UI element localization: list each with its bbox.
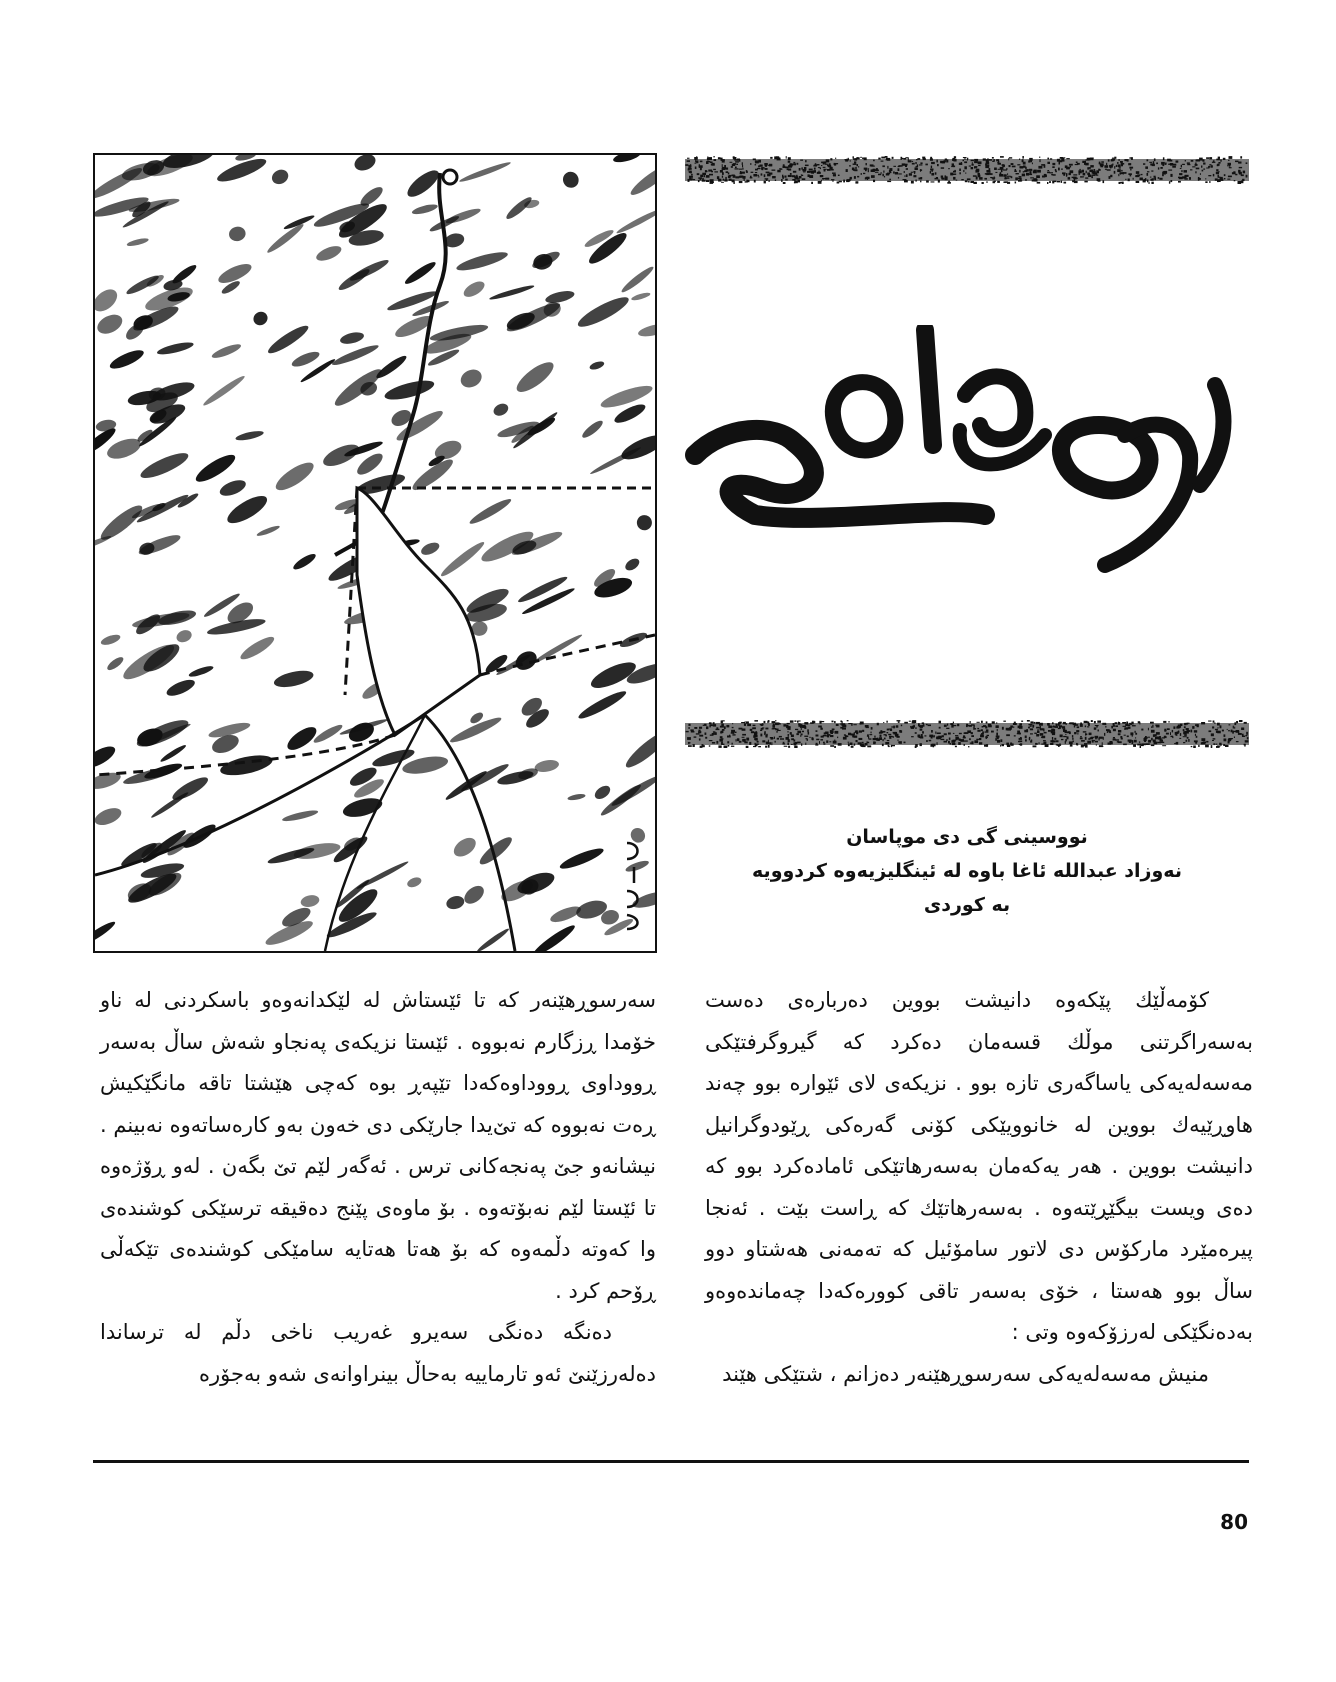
translator-line: نەوزاد عبداللە ئاغا باوە لە ئینگلیزیەوە کردوویە [752, 860, 1182, 882]
paragraph: سەرسوڕهێنەر کە تا ئێستاش لە لێکدانەوەو باسکردنی لە ناو خۆمدا ڕزگارم نەبووە . ئێستا نزیکەی پەنجاو شەش ساڵ بەسەر ڕووداوی ڕووداوەکەدا تێپەڕ بوە کەچی هێشتا تاقە مانگێکیش ڕەت نەبووە کە تێ‌یدا جارێکی دی خەون بەو کارەساتەوە نەبینم . نیشانەو جێ پەنجەکانی ترس . ئەگەر لێم تێ بگەن . لەو ڕۆژەوە تا ئێستا لێم نەبۆتەوە . بۆ ماوەی پێنج دەقیقە ترسێکی کوشندەی وا کەوتە دڵمەوە کە بۆ هەتا هەتایە سامێکی کوشندەی تێکەڵی ڕۆحم کرد . [100, 988, 656, 1303]
illustration [93, 153, 657, 953]
paragraph: دەنگە دەنگی سەیرو غەریب ناخی دڵم لە ترساندا دەلەرزێنێ ئەو تارماییە بەحاڵ بینراوانەی شەو بەجۆرە [100, 1320, 656, 1386]
paragraph: منیش مەسەلەیەکی سەرسوڕهێنەر دەزانم ، شتێکی هێند [722, 1361, 1209, 1386]
text-column-right [705, 980, 1253, 1395]
calligraphy-title [685, 325, 1249, 625]
language-line: بە کوردی [923, 894, 1011, 916]
footer-rule [93, 1460, 1249, 1463]
ink-drawing [95, 155, 655, 951]
title-top-band [685, 156, 1249, 184]
title-bottom-band [685, 720, 1249, 748]
story-title [685, 325, 1249, 625]
credits [685, 820, 1249, 922]
author-line: نووسینی گی دی موپاسان [846, 826, 1088, 848]
paragraph: کۆمەڵێك پێکەوە دانیشت بووین دەربارەی دەست بەسەراگرتنی موڵك قسەمان دەکرد کە گیروگرفتێکی مەسەلەیەکی یاساگەری تازە بوو . نزیکەی لای ئێوارە بوو چەند هاوڕێیەك بووین لە خانوویێکی کۆنی گەرەکی ڕێودوگرانیل دانیشت بووین . هەر یەکەمان بەسەرهاتێکی ئامادەکرد بوو کە دەی ویست بیگێڕێتەوە . بەسەرهاتێك کە ڕاست بێت . ئەنجا پیرەمێرد مارکۆس دی لاتور سامۆئیل کە تەمەنی هەشتاو دوو ساڵ بوو هەستا ، خۆی بەسەر تاقی کوورەکەدا چەماندەوەو بەدەنگێکی لەرزۆکەوە وتی : [705, 988, 1253, 1344]
text-column-left [100, 980, 656, 1395]
artist-signature [623, 837, 645, 933]
page-number: 80 [1220, 1510, 1248, 1534]
